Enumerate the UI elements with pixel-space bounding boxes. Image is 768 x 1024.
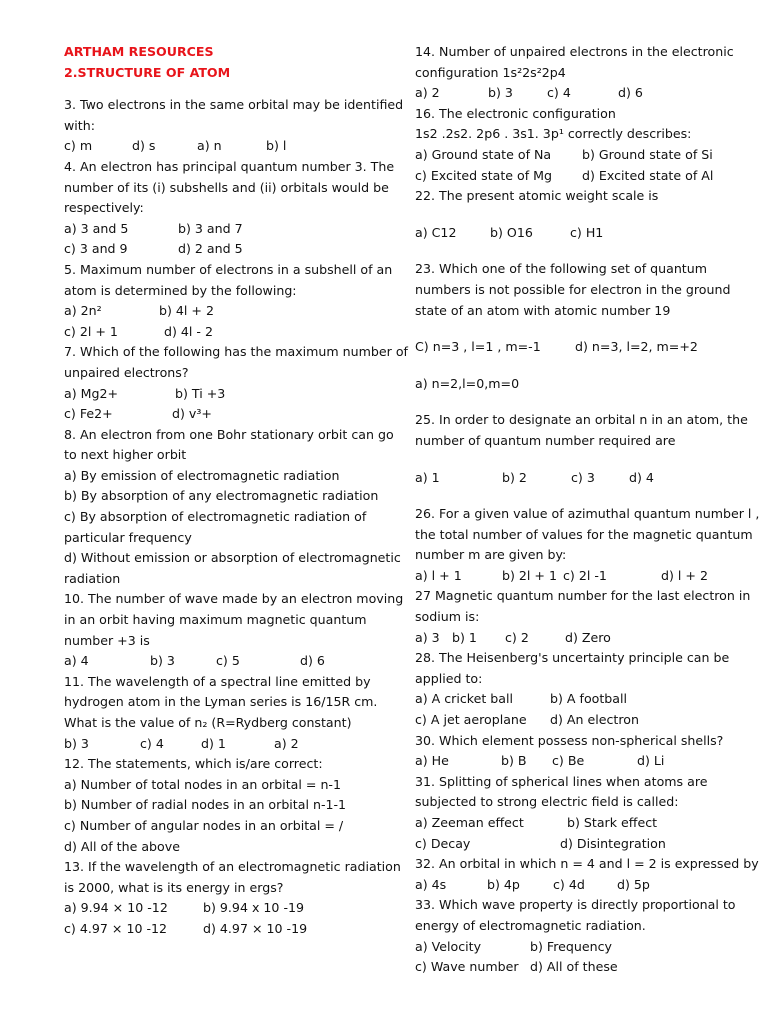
option: a) 4 [64, 653, 89, 669]
option: c) 2l + 1 [64, 323, 118, 339]
question-text: subjected to strong electric field is called: [415, 794, 679, 810]
option: c) 2 [505, 629, 529, 645]
option: radiation [64, 570, 121, 586]
option: a) He [415, 753, 449, 769]
option: b) 9.94 x 10 -19 [203, 900, 305, 916]
option: d) 1 [201, 735, 226, 751]
question-7 [64, 342, 412, 424]
option: c) Be [552, 753, 585, 769]
option: a) 4s [415, 876, 447, 892]
question-text: 31. Splitting of spherical lines when atoms are [415, 773, 708, 789]
question-text: 28. The Heisenberg's uncertainty principle can be [415, 650, 730, 666]
question-text: 13. If the wavelength of an electromagnetic radiation [64, 859, 401, 875]
option: c) By absorption of electromagnetic radiation of [64, 509, 367, 525]
option: b) 2 [502, 469, 527, 485]
question-text: 23. Which one of the following set of quantum [415, 261, 707, 277]
option-row [64, 136, 412, 157]
question-text: 1s2 .2s2. 2p6 . 3s1. 3p¹ correctly describes: [415, 126, 692, 142]
option: c) 4 [140, 735, 164, 751]
option: b) B [501, 753, 527, 769]
question-32 [415, 854, 760, 895]
left-column [64, 42, 412, 940]
question-text: 8. An electron from one Bohr stationary orbit can go [64, 426, 394, 442]
question-text: applied to: [415, 670, 483, 686]
option: b) Number of radial nodes in an orbital n-1-1 [64, 797, 347, 813]
question-text: 11. The wavelength of a spectral line emitted by [64, 673, 371, 689]
question-3 [64, 95, 412, 157]
option: a) C12 [415, 224, 457, 240]
question-26 [415, 504, 760, 586]
option: b) 3 and 7 [178, 220, 243, 236]
option: a) 3 and 5 [64, 220, 129, 236]
option-row [415, 166, 760, 187]
option: a) 2n² [64, 303, 102, 319]
option-row [415, 937, 760, 958]
question-text: 25. In order to designate an orbital n in an atom, the [415, 412, 748, 428]
question-text: configuration 1s²2s²2p4 [415, 64, 566, 80]
option: b) l [266, 138, 287, 154]
option: particular frequency [64, 529, 192, 545]
option-row [64, 404, 412, 425]
option-row [64, 384, 412, 405]
question-text: 10. The number of wave made by an electron moving [64, 591, 404, 607]
option-row [415, 83, 760, 104]
option: b) O16 [490, 224, 533, 240]
option: d) Excited state of Al [582, 167, 714, 183]
question-text: 12. The statements, which is/are correct: [64, 756, 323, 772]
option: b) Stark effect [567, 815, 658, 830]
option: a) Number of total nodes in an orbital = n-1 [64, 776, 341, 792]
question-text: 33. Which wave property is directly proportional to [415, 897, 736, 913]
question-text: What is the value of n₂ (R=Rydberg constant) [64, 715, 352, 730]
option: b) 3 [150, 653, 175, 669]
option: c) A jet aeroplane [415, 712, 527, 728]
option: d) All of these [530, 959, 618, 975]
question-22 [415, 186, 760, 243]
question-8 [64, 425, 412, 590]
option: d) Disintegration [560, 835, 666, 851]
question-text: atom is determined by the following: [64, 282, 297, 298]
question-text: 26. For a given value of azimuthal quantum number l , [415, 506, 760, 522]
option: a) Ground state of Na [415, 146, 552, 162]
option: d) 6 [300, 653, 325, 669]
option: d) All of the above [64, 838, 180, 854]
question-31 [415, 772, 760, 854]
option-row [415, 689, 760, 710]
chapter-heading: 2.STRUCTURE OF ATOM [64, 64, 231, 80]
option: d) An electron [550, 712, 639, 728]
option: d) l + 2 [661, 567, 708, 583]
option-row [415, 957, 760, 978]
option-row [64, 239, 412, 260]
option-row [64, 322, 412, 343]
question-text: unpaired electrons? [64, 364, 189, 380]
question-text: the total number of values for the magnetic quantum [415, 526, 753, 542]
option-row [415, 710, 760, 731]
option-row [64, 898, 412, 919]
option: c) H1 [570, 224, 604, 240]
option-row [415, 628, 760, 649]
option-row [64, 734, 412, 755]
option: b) A football [550, 691, 628, 707]
option: c) 4.97 × 10 -12 [64, 920, 168, 936]
option: d) v³+ [172, 406, 212, 422]
option: c) Excited state of Mg [415, 167, 553, 183]
question-text: 32. An orbital in which n = 4 and l = 2 is expressed by [415, 856, 759, 872]
option: b) By absorption of any electromagnetic radiation [64, 488, 379, 504]
option-row [415, 337, 760, 358]
question-text: respectively: [64, 200, 144, 216]
option: b) 3 [488, 85, 513, 101]
question-16 [415, 104, 760, 186]
question-text: hydrogen atom in the Lyman series is 16/15R cm. [64, 694, 378, 710]
question-33 [415, 895, 760, 977]
option: c) Decay [415, 835, 471, 851]
option: b) 4p [487, 876, 520, 892]
question-text: with: [64, 117, 95, 133]
option: c) Number of angular nodes in an orbital = / [64, 817, 344, 833]
option: a) 2 [274, 735, 299, 751]
option: b) 4l + 2 [159, 303, 214, 319]
question-text: is 2000, what is its energy in ergs? [64, 879, 284, 895]
option: b) Ground state of Si [582, 146, 713, 162]
question-text: 7. Which of the following has the maximum number of [64, 344, 408, 360]
question-27 [415, 586, 760, 648]
option: b) Frequency [530, 938, 612, 954]
option-row [64, 301, 412, 322]
option: d) s [132, 138, 156, 154]
option: a) l + 1 [415, 567, 462, 583]
option-row [64, 919, 412, 940]
option: a) Zeeman effect [415, 815, 524, 830]
question-text: number of its (i) subshells and (ii) orbitals would be [64, 179, 389, 195]
option: d) 2 and 5 [178, 241, 243, 257]
option: c) 5 [216, 653, 240, 669]
option: a) 3 [415, 629, 440, 645]
option: d) 4.97 × 10 -19 [203, 920, 308, 936]
question-text: energy of electromagnetic radiation. [415, 917, 646, 933]
question-text: 5. Maximum number of electrons in a subshell of an [64, 261, 393, 277]
option: a) By emission of electromagnetic radiation [64, 467, 340, 483]
question-14 [415, 42, 760, 104]
option: c) 3 [571, 469, 595, 485]
question-text: 16. The electronic configuration [415, 105, 616, 121]
option-row [415, 751, 760, 772]
option: d) Li [637, 753, 665, 769]
question-text: state of an atom with atomic number 19 [415, 302, 671, 318]
option-row [415, 813, 760, 834]
option: b) Ti +3 [175, 385, 226, 401]
question-13 [64, 857, 412, 939]
option-row [415, 875, 760, 896]
option: C) n=3 , l=1 , m=-1 [415, 339, 541, 355]
option: c) 2l -1 [563, 567, 607, 583]
question-text: to next higher orbit [64, 447, 187, 463]
question-12 [64, 754, 412, 857]
option-row [64, 219, 412, 240]
option: a) n=2,l=0,m=0 [415, 375, 520, 391]
question-text: number +3 is [64, 632, 150, 648]
question-25 [415, 410, 760, 488]
option: c) 4 [547, 85, 571, 101]
question-23 [415, 259, 760, 394]
option: c) 4d [553, 876, 585, 892]
option: d) n=3, l=2, m=+2 [575, 339, 698, 355]
option: b) 1 [452, 629, 477, 645]
question-11 [64, 672, 412, 754]
question-text: 30. Which element possess non-spherical shells? [415, 732, 724, 748]
question-text: 27 Magnetic quantum number for the last electron in [415, 588, 751, 604]
option: a) A cricket ball [415, 691, 514, 707]
option-row [415, 468, 760, 489]
question-5 [64, 260, 412, 342]
question-30 [415, 731, 760, 772]
option-row [415, 145, 760, 166]
option: d) Without emission or absorption of electromagnetic [64, 550, 401, 566]
option: a) n [197, 138, 222, 154]
question-4 [64, 157, 412, 260]
option: d) 6 [618, 85, 643, 101]
question-text: 14. Number of unpaired electrons in the electronic [415, 44, 734, 59]
option-row [64, 651, 412, 672]
option: c) Wave number [415, 959, 519, 975]
option: a) 1 [415, 469, 440, 485]
option: b) 2l + 1 [502, 567, 557, 583]
option-row [415, 223, 760, 244]
question-text: 22. The present atomic weight scale is [415, 188, 659, 204]
question-text: sodium is: [415, 609, 480, 625]
brand-heading: ARTHAM RESOURCES [64, 44, 214, 59]
option: c) 3 and 9 [64, 241, 128, 257]
option: c) Fe2+ [64, 406, 113, 422]
option: a) Mg2+ [64, 385, 119, 401]
option: d) Zero [565, 629, 611, 645]
option: d) 4l - 2 [164, 323, 213, 339]
question-text: numbers is not possible for electron in the ground [415, 281, 731, 297]
question-text: number of quantum number required are [415, 432, 676, 448]
option-row [415, 566, 760, 587]
option: a) 2 [415, 85, 440, 101]
option: d) 4 [629, 469, 654, 485]
option: b) 3 [64, 735, 89, 751]
question-text: number m are given by: [415, 547, 567, 563]
question-10 [64, 589, 412, 671]
option: c) m [64, 138, 93, 154]
question-text: 3. Two electrons in the same orbital may be identified [64, 97, 404, 113]
right-column [415, 42, 760, 978]
option: d) 5p [617, 876, 650, 892]
option: a) Velocity [415, 938, 482, 954]
option: a) 9.94 × 10 -12 [64, 900, 168, 916]
question-text: 4. An electron has principal quantum number 3. The [64, 158, 395, 174]
question-28 [415, 648, 760, 730]
option-row [415, 834, 760, 855]
question-text: in an orbit having maximum magnetic quantum [64, 612, 367, 628]
